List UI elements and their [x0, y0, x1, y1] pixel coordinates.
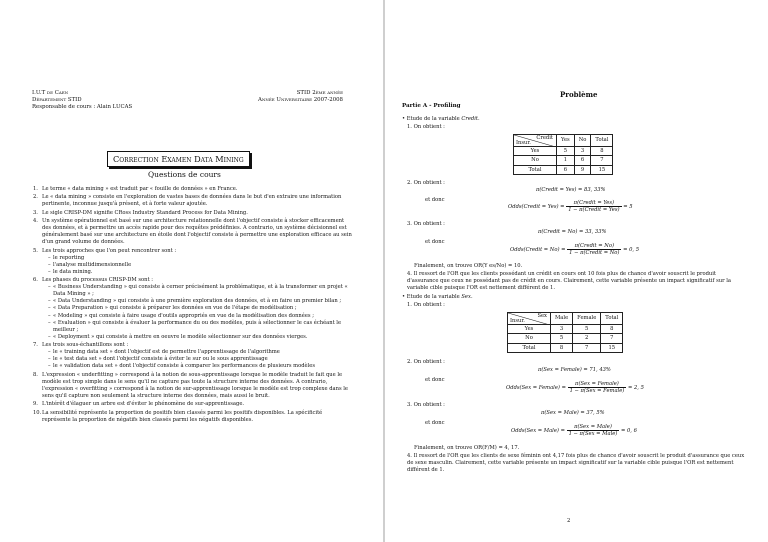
et-donc-1: et donc [425, 197, 445, 203]
page-1 [0, 0, 383, 542]
table-row: No 1 6 7 [514, 156, 613, 165]
sub-item: – « Data Preparation » qui consiste à préparer les données en vue de l'étape de modélisation ; [48, 305, 352, 312]
document-title: Correction Examen Data Mining [107, 151, 250, 167]
header-responsible: Responsable de cours : Alain LUCAS [32, 104, 133, 110]
table-row: No 5 2 7 [508, 334, 623, 343]
table-header: Male [551, 313, 573, 325]
header-left [32, 90, 132, 111]
sub-item: – le « test data set » dont l'objectif consiste à éviter le sur ou le sous apprentissage [48, 356, 352, 363]
table-row: Yes 5 3 8 [514, 147, 613, 156]
page-divider [383, 0, 385, 542]
questions-list [34, 186, 352, 425]
item-3-credit: 3. On obtient : [407, 221, 445, 227]
problem-title: Problème [560, 90, 598, 99]
equation-pi-credit-no: π(Credit = No) = 33, 33% [538, 229, 607, 235]
final-or-sex: Finalement, on trouve OR(F/M) = 4, 17. [414, 445, 520, 451]
sub-list [42, 284, 352, 341]
table-row: Yes 3 5 8 [508, 325, 623, 334]
item-1-credit: 1. On obtient : [407, 124, 445, 130]
table-header: Female [573, 313, 601, 325]
list-item: 5. Les trois approches que l'on peut rencontrer sont : – le reporting – l'analyse multidimensionnelle – le data mining. [34, 248, 352, 276]
table-corner: Credit Insur. [514, 135, 557, 147]
list-item: 4. Un système opérationnel est basé sur une architecture relationnelle dont l'objectif consiste à stocker efficacement des données, et à permettre un accès rapide pour des requêtes prédéfinies. A contrario, un système décisionnel est généralement basé sur une architecture en étoile dont l'objectif consiste à permettre une exploration efficace au sein d'un grand volume de données. [33, 217, 352, 246]
header-academic-year: Année Universitaire 2007-2008 [257, 97, 343, 103]
item-2-sex: 2. On obtient : [407, 359, 445, 365]
item-3-sex: 3. On obtient : [407, 402, 445, 408]
sub-item: – « Evaluation » qui consiste à évaluer la performance du ou des modèles, puis à sélectionner le cas échéant le meilleur ; [48, 320, 352, 334]
et-donc-2: et donc [425, 239, 445, 245]
list-item: 2. Le « data mining » consiste en l'exploration de vastes bases de données dans le but d'en extraire une information pertinente, inconnue jusqu'à présent, et à forte valeur ajoutée. [33, 194, 342, 208]
sub-list [42, 349, 352, 370]
sub-item: – l'analyse multidimensionnelle [48, 262, 352, 269]
contingency-table-sex [507, 312, 623, 353]
sub-item: – « Deployment » qui consiste à mettre en oeuvre le modèle sélectionner sur des données vierges. [48, 334, 352, 341]
list-item: 7. Les trois sous-échantillons sont : – le « training data set » dont l'objectif est de permettre l'apprentissage de l'algorithme – le « test data set » dont l'objectif consiste à éviter le sur ou le sous apprentissage – le « validation data set » dont l'objectif consiste à comparer les performances de plusieurs modèles [34, 342, 352, 370]
sub-item: – « Business Understanding » qui consiste à cerner précisément la problématique, et à la transformer en projet « Data Mining » ; [48, 284, 352, 298]
list-item: 9. L'intérêt d'élaguer un arbre est d'éviter le phénomène de sur-apprentissage. [33, 401, 245, 408]
table-row: Total 6 9 15 [514, 165, 613, 174]
header-year: STID 2ème année [296, 90, 343, 96]
equation-odds-credit-yes: Odds(Credit = Yes) = $\frac{\text{π(Credit = Yes)}}{\text{1 − π(Credit = Yes)}}$ = 5 [508, 200, 633, 213]
header-right [258, 90, 343, 104]
item-4-sex: 4. Il ressort de l'OR que les clients de sexe féminin ont 4,17 fois plus de chance d'avoir souscrit le produit d'assurance que ceux de sexe masculin. Clairement, cette variable présente un impact significatif sur la variable cible puisque l'OR est nettement différent de 1. [407, 453, 745, 474]
sub-item: – le « validation data set » dont l'objectif consiste à comparer les performances de plusieurs modèles [48, 363, 352, 370]
equation-pi-sex-female: π(Sex = Female) = 71, 43% [538, 367, 611, 373]
list-item: 1. Le terme « data mining » est traduit par « fouille de données » en France. [33, 186, 238, 192]
item-2-credit: 2. On obtient : [407, 180, 445, 186]
part-title: Partie A - Profiling [402, 103, 461, 109]
header-department: Département STID [32, 97, 82, 103]
sub-item: – le reporting [48, 255, 352, 262]
bullet-sex: • Etude de la variable Sex. [402, 294, 473, 300]
contingency-table-credit [513, 134, 613, 175]
table-corner: Sex Insur. [508, 313, 551, 325]
equation-odds-sex-female: Odds(Sex = Female) = $\frac{\text{π(Sex = Female)}}{\text{1 − π(Sex = Female)}}$ = 2, 5 [506, 381, 644, 394]
list-item: 6. Les phases du processus CRISP-DM sont : – « Business Understanding » qui consiste à cerner précisément la problématique, et à la transformer en projet « Data Mining » ; – « Data Understanding » qui consiste à une première exploration des données, et à en faire un premier bilan ; – « Data Preparation » qui consiste à préparer les données en vue de l'étape de modélisation ; – « Modeling » qui consiste à faire usage d'outils appropriés en vue de la modélisation des données ; – « Evaluation » qui consiste à évaluer la performance du ou des modèles, puis à sélectionner le cas échéant le meilleur ; – « Deployment » qui consiste à mettre en oeuvre le modèle sélectionner sur des données vierges. [34, 277, 352, 341]
et-donc-4: et donc [425, 420, 445, 426]
sub-item: – « Data Understanding » qui consiste à une première exploration des données, et à en faire un premier bilan ; [48, 298, 352, 305]
list-item: 8. L'expression « underfitting » correspond à la notion de sous-apprentissage lorsque le modèle traduit le fait que le modèle est trop simple dans le sens qu'il ne capture pas toute la structure interne des données. A contrario, l'expression « overfitting » correspond à la notion de sur-apprentissage lorsque le modèle est trop complexe dans le sens qu'il capture non seulement la structure interne des données, mais aussi le bruit. [33, 371, 348, 399]
table-header: No [574, 135, 591, 147]
sub-item: – « Modeling » qui consiste à faire usage d'outils appropriés en vue de la modélisation des données ; [48, 313, 352, 320]
bullet-credit: • Etude de la variable Credit. [402, 116, 480, 122]
sub-item: – le data mining. [48, 269, 352, 276]
table-header: Total [601, 313, 623, 325]
page-number: 2 [567, 518, 571, 524]
equation-odds-credit-no: Odds(Credit = No) = $\frac{\text{π(Credit = No)}}{\text{1 − π(Credit = No)}}$ = 0, 5 [510, 243, 640, 256]
equation-pi-sex-male: π(Sex = Male) = 37, 5% [541, 410, 605, 416]
table-row: Total 8 7 15 [508, 343, 623, 352]
sub-item: – le « training data set » dont l'objectif est de permettre l'apprentissage de l'algorithme [48, 349, 352, 356]
equation-pi-credit-yes: π(Credit = Yes) = 83, 33% [536, 187, 606, 193]
section-heading: Questions de cours [148, 170, 221, 179]
item-4-credit: 4. Il ressort de l'OR que les clients possédant un crédit en cours ont 10 fois plus de chance d'avoir souscrit le produit d'assurance que ceux ne possédant pas de crédit en cours. Clairement, cette variable présente un impact significatif sur la variable cible puisque l'OR est nettement différent de 1. [407, 271, 731, 292]
header-institution: I.U.T de Caen [32, 90, 69, 96]
et-donc-3: et donc [425, 377, 445, 383]
list-item: 3. Le sigle CRISP-DM signifie CRoss Industry Standard Process for Data Mining. [33, 209, 248, 216]
list-item: 10. La sensibilité représente la proportion de positifs bien classés parmi les positifs disponibles. La spécificité représente la proportion de négatifs bien classés parmi les négatifs disponibles. [33, 409, 323, 423]
table-header: Total [591, 135, 613, 147]
sub-list [42, 255, 352, 276]
table-header: Yes [557, 135, 575, 147]
item-1-sex: 1. On obtient : [407, 302, 445, 308]
final-or-credit: Finalement, on trouve OR(Y es/No) = 10. [414, 263, 523, 269]
equation-odds-sex-male: Odds(Sex = Male) = $\frac{\text{π(Sex = Male)}}{\text{1 − π(Sex = Male)}}$ = 0, 6 [511, 424, 637, 437]
